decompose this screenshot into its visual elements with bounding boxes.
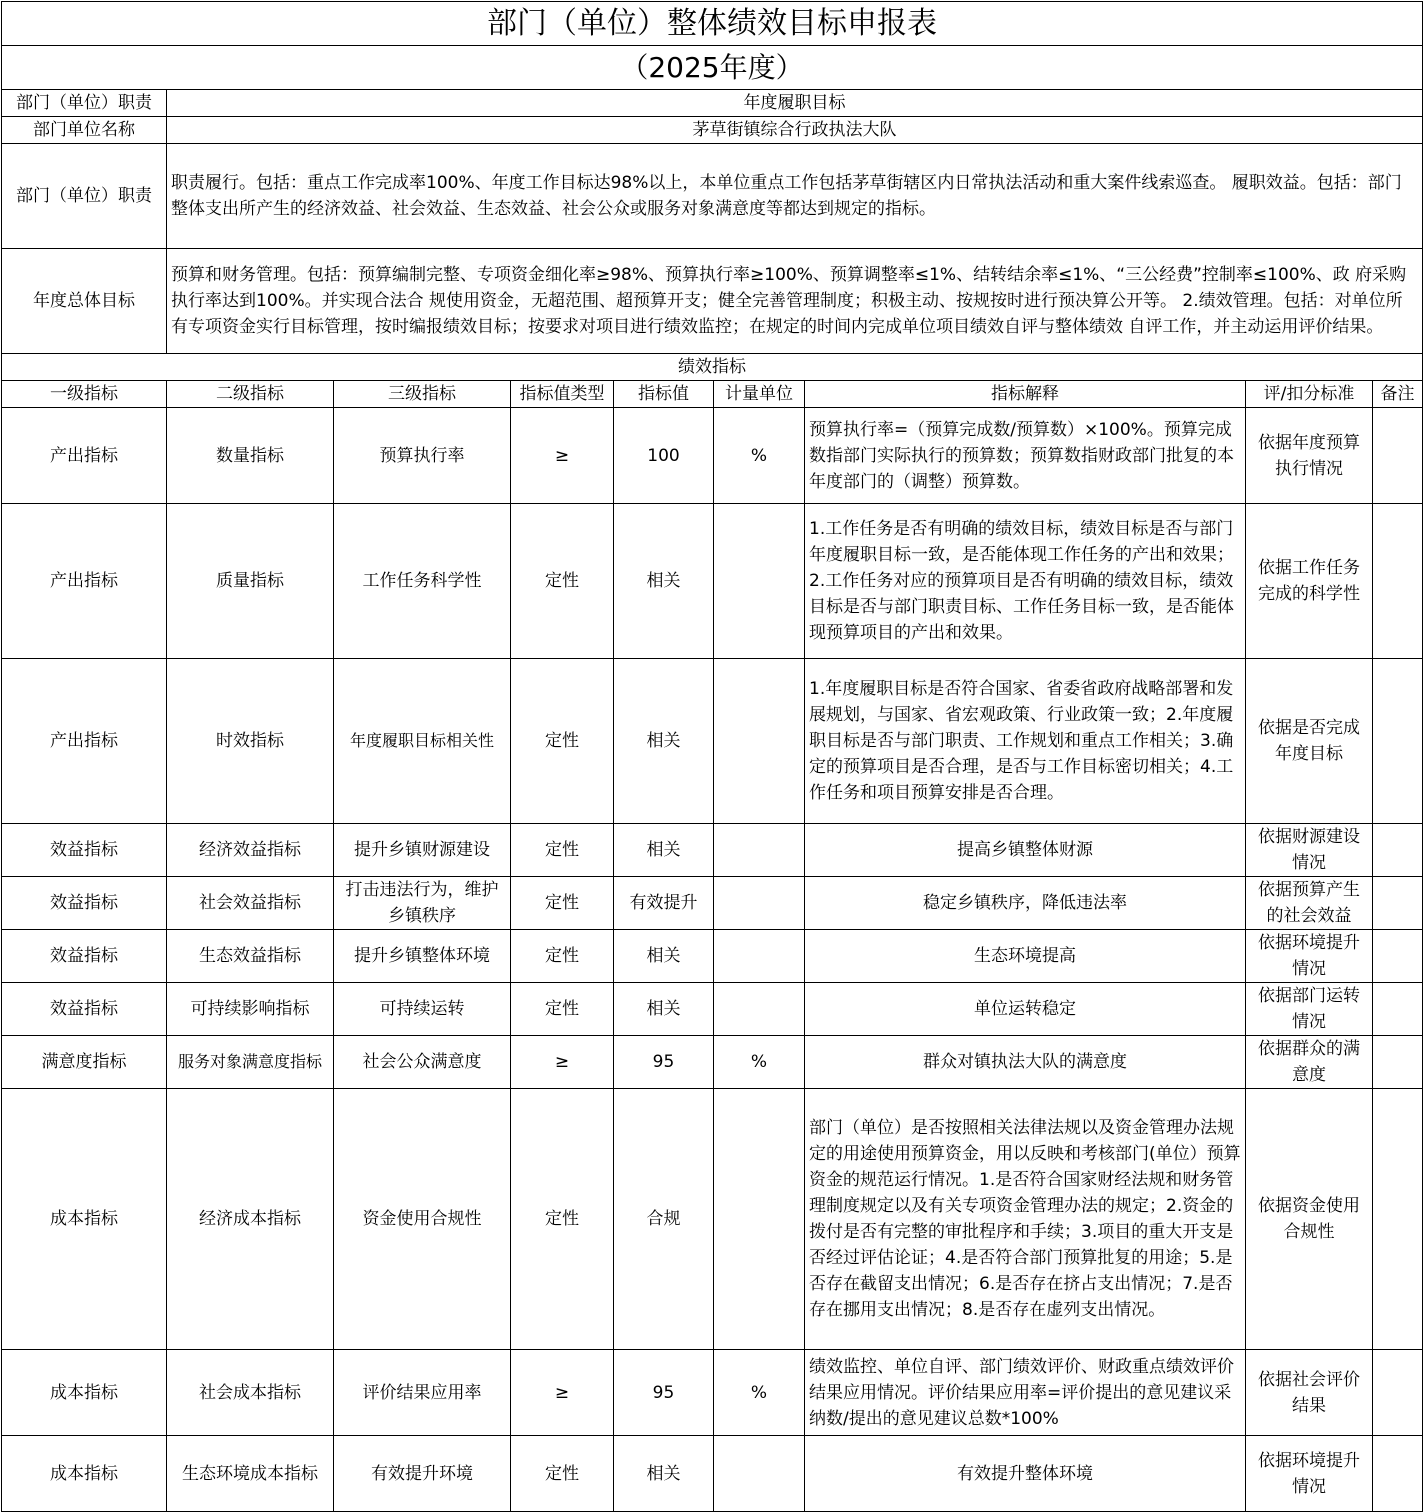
- value-type-cell: 定性: [511, 824, 614, 877]
- explanation-cell: 1.工作任务是否有明确的绩效目标，绩效目标是否与部门年度履职目标一致，是否能体现工作任务的产出和效果；2.工作任务对应的预算项目是否有明确的绩效目标，绩效目标是否与部门职责目标、工作任务目标一致，是否能体现预算项目的产出和效果。: [805, 504, 1246, 659]
- page-title: 部门（单位）整体绩效目标申报表: [2, 2, 1423, 46]
- standard-cell: 依据预算产生的社会效益: [1246, 877, 1373, 930]
- level3-cell: 资金使用合规性: [334, 1089, 511, 1350]
- level3-cell: 提升乡镇财源建设: [334, 824, 511, 877]
- level1-cell: 效益指标: [2, 930, 167, 983]
- explanation-cell: 绩效监控、单位自评、部门绩效评价、财政重点绩效评价结果应用情况。评价结果应用率=评价提出的意见建议采纳数/提出的意见建议总数*100%: [805, 1350, 1246, 1436]
- unit-cell: [714, 930, 805, 983]
- value-type-cell: 定性: [511, 1436, 614, 1512]
- level3-cell: 社会公众满意度: [334, 1036, 511, 1089]
- note-cell: [1373, 1350, 1423, 1436]
- table-row: [2, 408, 1423, 504]
- level1-cell: 产出指标: [2, 659, 167, 824]
- value-type-cell: 定性: [511, 877, 614, 930]
- level2-cell: 数量指标: [167, 408, 334, 504]
- level1-cell: 成本指标: [2, 1350, 167, 1436]
- unit-cell: %: [714, 408, 805, 504]
- level2-cell: 生态效益指标: [167, 930, 334, 983]
- duty-value: 职责履行。包括：重点工作完成率100%、年度工作目标达98%以上，本单位重点工作包括茅草街辖区内日常执法活动和重大案件线索巡查。 履职效益。包括：部门整体支出所产生的经济效益、社会效益、生态效益、社会公众或服务对象满意度等都达到规定的指标。: [167, 144, 1423, 249]
- value-type-cell: ≥: [511, 408, 614, 504]
- level2-cell: 社会成本指标: [167, 1350, 334, 1436]
- explanation-cell: 1.年度履职目标是否符合国家、省委省政府战略部署和发展规划，与国家、省宏观政策、行业政策一致；2.年度履职目标是否与部门职责、工作规划和重点工作相关；3.确定的预算项目是否合理，是否与工作目标密切相关；4.工作任务和项目预算安排是否合理。: [805, 659, 1246, 824]
- value-type-cell: 定性: [511, 983, 614, 1036]
- explanation-cell: 预算执行率=（预算完成数/预算数）×100%。预算完成数指部门实际执行的预算数；预算数指财政部门批复的本年度部门的（调整）预算数。: [805, 408, 1246, 504]
- table-row: [2, 1350, 1423, 1436]
- note-cell: [1373, 1089, 1423, 1350]
- level2-cell: 社会效益指标: [167, 877, 334, 930]
- unit-cell: [714, 659, 805, 824]
- value-type-cell: 定性: [511, 659, 614, 824]
- column-header-row: [2, 381, 1423, 408]
- level3-cell: 年度履职目标相关性: [334, 659, 511, 824]
- note-cell: [1373, 877, 1423, 930]
- value-cell: 相关: [614, 1436, 714, 1512]
- table-row: [2, 877, 1423, 930]
- note-cell: [1373, 408, 1423, 504]
- level3-cell: 有效提升环境: [334, 1436, 511, 1512]
- performance-target-table: [1, 1, 1423, 1512]
- header-row-label: 部门（单位）职责: [2, 90, 167, 117]
- level3-cell: 打击违法行为，维护乡镇秩序: [334, 877, 511, 930]
- value-cell: 相关: [614, 824, 714, 877]
- level1-cell: 成本指标: [2, 1089, 167, 1350]
- table-row: [2, 504, 1423, 659]
- standard-cell: 依据是否完成年度目标: [1246, 659, 1373, 824]
- standard-cell: 依据环境提升情况: [1246, 1436, 1373, 1512]
- unit-cell: [714, 983, 805, 1036]
- value-type-cell: 定性: [511, 930, 614, 983]
- standard-cell: 依据环境提升情况: [1246, 930, 1373, 983]
- standard-cell: 依据部门运转情况: [1246, 983, 1373, 1036]
- value-type-cell: 定性: [511, 1089, 614, 1350]
- table-row: [2, 983, 1423, 1036]
- explanation-cell: 提高乡镇整体财源: [805, 824, 1246, 877]
- unit-cell: [714, 824, 805, 877]
- unit-name-label: 部门单位名称: [2, 117, 167, 144]
- level1-cell: 产出指标: [2, 408, 167, 504]
- level1-cell: 产出指标: [2, 504, 167, 659]
- annual-goal-label: 年度总体目标: [2, 249, 167, 354]
- annual-goal-value: 预算和财务管理。包括：预算编制完整、专项资金细化率≥98%、预算执行率≥100%、预算调整率≤1%、结转结余率≤1%、“三公经费”控制率≤100%、政 府采购执行率达到100%。并实现合法合 规使用资金，无超范围、超预算开支；健全完善管理制度；积极主动、按规按时进行预决算公开等。 2.绩效管理。包括：对单位所有专项资金实行目标管理，按时编报绩效目标；按要求对项目进行绩效监控；在规定的时间内完成单位项目绩效自评与整体绩效 自评工作，并主动运用评价结果。: [167, 249, 1423, 354]
- level3-cell: 提升乡镇整体环境: [334, 930, 511, 983]
- explanation-cell: 稳定乡镇秩序，降低违法率: [805, 877, 1246, 930]
- value-cell: 相关: [614, 659, 714, 824]
- explanation-cell: 有效提升整体环境: [805, 1436, 1246, 1512]
- explanation-cell: 单位运转稳定: [805, 983, 1246, 1036]
- level1-cell: 效益指标: [2, 877, 167, 930]
- value-cell: 95: [614, 1350, 714, 1436]
- column-header: 指标值: [614, 381, 714, 408]
- column-header: 计量单位: [714, 381, 805, 408]
- standard-cell: 依据工作任务完成的科学性: [1246, 504, 1373, 659]
- value-type-cell: ≥: [511, 1036, 614, 1089]
- level2-cell: 时效指标: [167, 659, 334, 824]
- value-cell: 相关: [614, 983, 714, 1036]
- column-header: 指标值类型: [511, 381, 614, 408]
- level3-cell: 可持续运转: [334, 983, 511, 1036]
- value-type-cell: 定性: [511, 504, 614, 659]
- standard-cell: 依据资金使用合规性: [1246, 1089, 1373, 1350]
- explanation-cell: 部门（单位）是否按照相关法律法规以及资金管理办法规定的用途使用预算资金，用以反映和考核部门(单位）预算资金的规范运行情况。1.是否符合国家财经法规和财务管理制度规定以及有关专项资金管理办法的规定；2.资金的拨付是否有完整的审批程序和手续；3.项目的重大开支是否经过评估论证；4.是否符合部门预算批复的用途；5.是否存在截留支出情况；6.是否存在挤占支出情况；7.是否存在挪用支出情况；8.是否存在虚列支出情况。: [805, 1089, 1246, 1350]
- level3-cell: 工作任务科学性: [334, 504, 511, 659]
- note-cell: [1373, 930, 1423, 983]
- column-header: 评/扣分标准: [1246, 381, 1373, 408]
- level1-cell: 成本指标: [2, 1436, 167, 1512]
- value-cell: 100: [614, 408, 714, 504]
- column-header: 三级指标: [334, 381, 511, 408]
- table-row: [2, 659, 1423, 824]
- unit-cell: %: [714, 1036, 805, 1089]
- level2-cell: 生态环境成本指标: [167, 1436, 334, 1512]
- level2-cell: 经济效益指标: [167, 824, 334, 877]
- value-cell: 相关: [614, 930, 714, 983]
- note-cell: [1373, 659, 1423, 824]
- unit-cell: [714, 504, 805, 659]
- table-row: [2, 1436, 1423, 1512]
- table-row: [2, 1089, 1423, 1350]
- level1-cell: 效益指标: [2, 824, 167, 877]
- unit-cell: [714, 1436, 805, 1512]
- level2-cell: 可持续影响指标: [167, 983, 334, 1036]
- table-row: [2, 824, 1423, 877]
- explanation-cell: 生态环境提高: [805, 930, 1246, 983]
- value-cell: 有效提升: [614, 877, 714, 930]
- value-cell: 95: [614, 1036, 714, 1089]
- column-header: 一级指标: [2, 381, 167, 408]
- level3-cell: 预算执行率: [334, 408, 511, 504]
- unit-name-value: 茅草街镇综合行政执法大队: [167, 117, 1423, 144]
- column-header: 二级指标: [167, 381, 334, 408]
- column-header: 备注: [1373, 381, 1423, 408]
- note-cell: [1373, 1036, 1423, 1089]
- value-cell: 相关: [614, 504, 714, 659]
- note-cell: [1373, 1436, 1423, 1512]
- unit-cell: [714, 877, 805, 930]
- value-type-cell: ≥: [511, 1350, 614, 1436]
- level2-cell: 质量指标: [167, 504, 334, 659]
- explanation-cell: 群众对镇执法大队的满意度: [805, 1036, 1246, 1089]
- value-cell: 合规: [614, 1089, 714, 1350]
- level1-cell: 效益指标: [2, 983, 167, 1036]
- duty-label: 部门（单位）职责: [2, 144, 167, 249]
- level3-cell: 评价结果应用率: [334, 1350, 511, 1436]
- year-subtitle: （2025年度）: [2, 46, 1423, 90]
- level1-cell: 满意度指标: [2, 1036, 167, 1089]
- standard-cell: 依据社会评价结果: [1246, 1350, 1373, 1436]
- note-cell: [1373, 504, 1423, 659]
- unit-cell: %: [714, 1350, 805, 1436]
- note-cell: [1373, 824, 1423, 877]
- standard-cell: 依据年度预算执行情况: [1246, 408, 1373, 504]
- table-row: [2, 1036, 1423, 1089]
- table-row: [2, 930, 1423, 983]
- standard-cell: 依据财源建设情况: [1246, 824, 1373, 877]
- unit-cell: [714, 1089, 805, 1350]
- header-row-value: 年度履职目标: [167, 90, 1423, 117]
- note-cell: [1373, 983, 1423, 1036]
- column-header: 指标解释: [805, 381, 1246, 408]
- level2-cell: 经济成本指标: [167, 1089, 334, 1350]
- standard-cell: 依据群众的满意度: [1246, 1036, 1373, 1089]
- level2-cell: 服务对象满意度指标: [167, 1036, 334, 1089]
- section-label: 绩效指标: [2, 354, 1423, 381]
